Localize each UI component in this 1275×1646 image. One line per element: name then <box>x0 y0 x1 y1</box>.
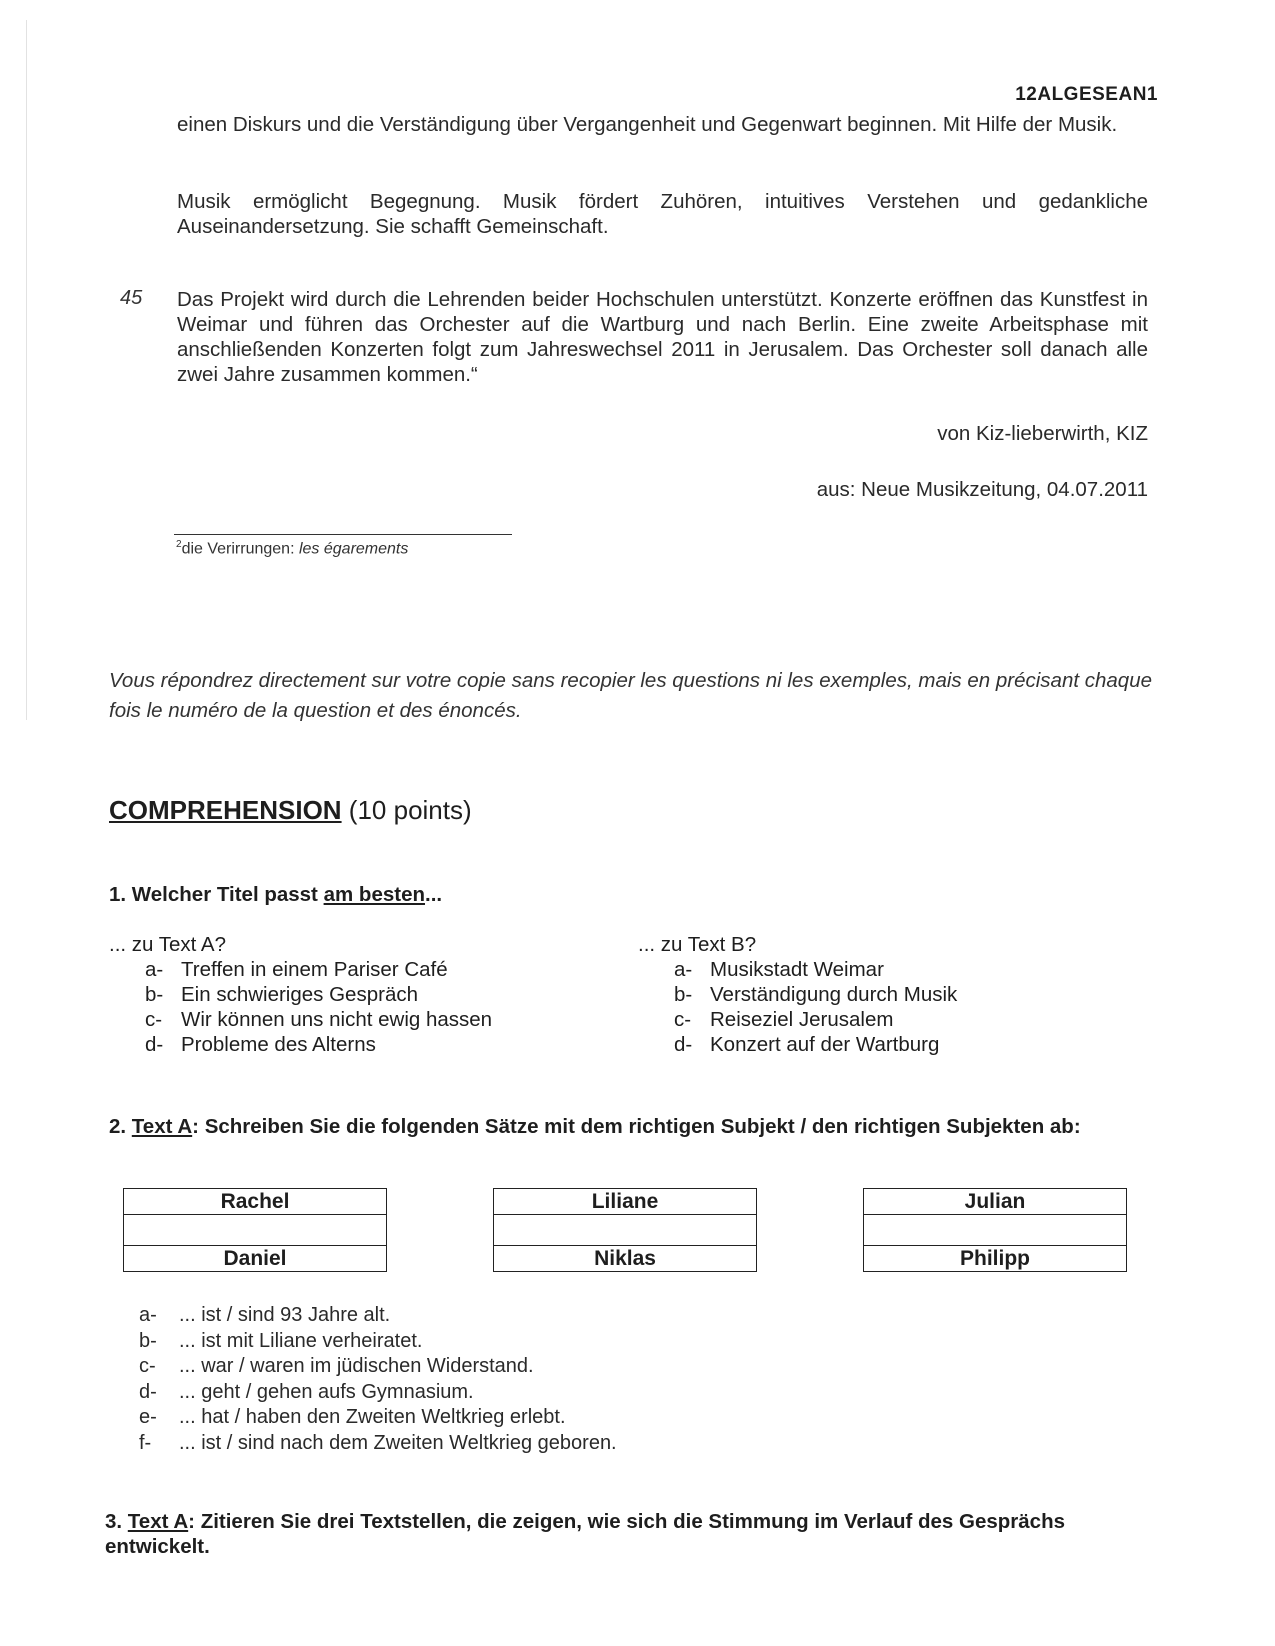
name-box-group <box>123 1188 387 1272</box>
item-letter: c- <box>139 1355 156 1377</box>
options-text-b <box>638 932 957 1057</box>
options-text-a-lead: ... zu Text A? <box>109 933 226 956</box>
option-item <box>109 1007 492 1032</box>
option-item <box>638 1032 957 1057</box>
list-item <box>139 1380 617 1406</box>
item-text: ... hat / haben den Zweiten Weltkrieg erlebt. <box>179 1406 566 1428</box>
item-text: ... geht / gehen aufs Gymnasium. <box>179 1380 474 1403</box>
source-credit: aus: Neue Musikzeitung, 04.07.2011 <box>816 478 1148 501</box>
option-text: Reiseziel Jerusalem <box>710 1008 894 1031</box>
item-text: ... war / waren im jüdischen Widerstand. <box>179 1355 534 1377</box>
footnote-term: die Verirrungen: <box>181 540 299 558</box>
name-box: Philipp <box>863 1245 1127 1272</box>
section-heading <box>109 795 472 826</box>
question-3-text-ref: Text A <box>127 1510 189 1533</box>
question-2 <box>109 1114 1159 1139</box>
option-text: Musikstadt Weimar <box>710 958 884 981</box>
item-text: ... ist / sind nach dem Zweiten Weltkrieg geboren. <box>179 1431 617 1454</box>
footnote-divider <box>174 534 512 535</box>
option-text: Verständigung durch Musik <box>710 983 958 1006</box>
option-letter: d- <box>674 1033 693 1056</box>
item-letter: e- <box>139 1406 157 1428</box>
option-text: Ein schwieriges Gespräch <box>181 983 418 1006</box>
footnote-number: 2 <box>176 539 182 550</box>
name-box: Rachel <box>123 1188 387 1215</box>
scan-edge-line <box>26 20 27 720</box>
list-item <box>139 1329 617 1355</box>
option-item <box>638 1007 957 1032</box>
option-item <box>109 982 492 1007</box>
item-text: ... ist / sind 93 Jahre alt. <box>179 1304 391 1326</box>
name-box: Julian <box>863 1188 1127 1215</box>
list-item <box>139 1405 617 1431</box>
option-item <box>109 957 492 982</box>
question-1-prefix: 1. Welcher Titel passt <box>109 883 324 906</box>
item-letter: d- <box>139 1380 157 1403</box>
option-letter: b- <box>674 983 693 1006</box>
question-1 <box>109 882 1159 907</box>
instructions: Vous répondrez directement sur votre copie sans recopier les questions ni les exemples, mais en précisant chaque fois le numéro de la question et des énoncés. <box>109 669 1153 722</box>
question-1-suffix: ... <box>425 883 443 906</box>
exam-code: 12ALGESEAN1 <box>1015 84 1158 105</box>
option-item <box>638 982 957 1007</box>
list-item <box>139 1354 617 1380</box>
option-item <box>109 1032 492 1057</box>
option-text: Wir können uns nicht ewig hassen <box>181 1008 493 1031</box>
list-item <box>139 1431 617 1457</box>
item-letter: f- <box>139 1431 152 1454</box>
question-3 <box>105 1509 1155 1559</box>
name-box-group <box>493 1188 757 1272</box>
section-title: COMPREHENSION <box>109 795 342 825</box>
option-letter: c- <box>674 1008 692 1031</box>
option-text: Probleme des Alterns <box>181 1033 376 1056</box>
author-credit: von Kiz-lieberwirth, KIZ <box>937 422 1148 445</box>
name-box-group <box>863 1188 1127 1272</box>
question-1-emphasis: am besten <box>323 883 425 906</box>
section-points: (10 points) <box>341 795 472 825</box>
text-paragraph-3: Das Projekt wird durch die Lehrenden beider Hochschulen unterstützt. Konzerte eröffnen das Kunstfest in Weimar und führen das Orchester auf die Wartburg und nach Berlin. Eine zweite Arbeitsphase mit anschließenden Konzerten folgt zum Jahreswechsel 2011 in Jerusalem. Das Orchester soll danach alle zwei Jahre zusammen kommen.“ <box>177 288 1148 386</box>
text-paragraph-1: einen Diskurs und die Verständigung über Vergangenheit und Gegenwart beginnen. Mit Hilfe der Musik. <box>177 113 1118 136</box>
name-box: Niklas <box>493 1245 757 1272</box>
footnote <box>176 539 408 558</box>
question-2-suffix: : Schreiben Sie die folgenden Sätze mit dem richtigen Subjekt / den richtigen Subjekten ab: <box>192 1115 1081 1138</box>
option-text: Konzert auf der Wartburg <box>710 1033 940 1056</box>
text-paragraph-2: Musik ermöglicht Begegnung. Musik fördert Zuhören, intuitives Verstehen und gedankliche Auseinandersetzung. Sie schafft Gemeinschaft. <box>177 190 1148 238</box>
box-spacer <box>493 1215 757 1245</box>
option-text: Treffen in einem Pariser Café <box>181 958 448 981</box>
box-spacer <box>863 1215 1127 1245</box>
item-letter: b- <box>139 1329 157 1352</box>
option-item <box>638 957 957 982</box>
options-text-b-lead: ... zu Text B? <box>638 933 757 956</box>
box-spacer <box>123 1215 387 1245</box>
question-3-prefix: 3. <box>105 1510 128 1533</box>
name-box: Daniel <box>123 1245 387 1272</box>
question-3-suffix: : Zitieren Sie drei Textstellen, die zeigen, wie sich die Stimmung im Verlauf des Gesprächs entwickelt. <box>105 1510 1066 1558</box>
question-2-text-ref: Text A <box>131 1115 193 1138</box>
item-letter: a- <box>139 1304 157 1326</box>
option-letter: b- <box>145 983 164 1006</box>
name-box: Liliane <box>493 1188 757 1215</box>
option-letter: d- <box>145 1033 164 1056</box>
item-text: ... ist mit Liliane verheiratet. <box>179 1329 423 1352</box>
option-letter: a- <box>145 958 164 981</box>
option-letter: a- <box>674 958 693 981</box>
list-item <box>139 1303 617 1329</box>
question-2-items <box>139 1303 617 1456</box>
line-number: 45 <box>120 287 143 309</box>
question-2-prefix: 2. <box>109 1115 132 1138</box>
options-text-a <box>109 932 492 1057</box>
option-letter: c- <box>145 1008 163 1031</box>
footnote-translation: les égarements <box>298 540 409 558</box>
